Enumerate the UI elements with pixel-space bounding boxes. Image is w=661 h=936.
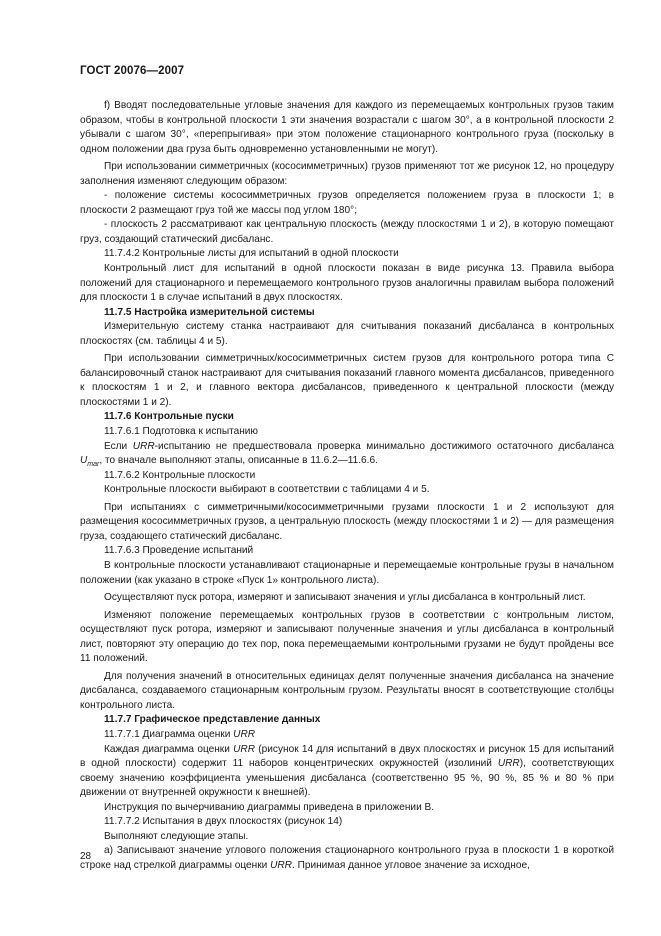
page-number: 28 xyxy=(80,851,92,862)
paragraph: Контрольный лист для испытаний в одной плоскости показан в виде рисунка 13. Правила выбора положений для стационарного и перемещаемого контрольного грузов аналогичны правилам выбора положений для плоскости 1 в случае испытаний в двух плоскостях. xyxy=(80,263,614,304)
subsection-heading: 11.7.6.3 Проведение испытаний xyxy=(104,545,254,557)
paragraph: При использовании симметричных/кососимметричных систем грузов для контрольного ротора типа С балансировочный станок настраивают для считывания показаний главного момента дисбалансов, приведенного к плоскостям 1 и 2, и главного вектора дисбалансов, приведенного к центральной плоскости (между плоскостями 1 и 2). xyxy=(80,353,614,408)
section-heading: 11.7.5 Настройка измерительной системы xyxy=(104,306,315,318)
paragraph: Каждая диаграмма оценки URR (рисунок 14 для испытаний в двух плоскостях и рисунок 15 для испытаний в одной плоскости) содержит 11 наборов концентрических окружностей (изолиний URR), соответствующих своему значению коэффициента уменьшения дисбаланса (соответственно 95 %, 90 %, 85 % и 80 % при движении от внутренней окружности к внешней). xyxy=(80,743,614,799)
paragraph: Осуществляют пуск ротора, измеряют и записывают значения и углы дисбаланса в контрольный лист. xyxy=(104,592,586,604)
paragraph: При использовании симметричных (кососимметричных) грузов применяют тот же рисунок 12, но процедуру заполнения изменяют следующим образом: xyxy=(80,161,614,187)
document-body xyxy=(80,99,614,873)
subsection-heading: 11.7.4.2 Контрольные листы для испытаний в одной плоскости xyxy=(104,248,399,260)
paragraph: Выполняют следующие этапы. xyxy=(104,830,249,842)
subsection-heading: 11.7.7.1 Диаграмма оценки URR xyxy=(104,728,256,740)
paragraph: Изменяют положение перемещаемых контрольных грузов в соответствии с контрольным листом, осуществляют пуск ротора, измеряют и записывают полученные значения и углы дисбаланса в контрольный лист, повторяют эту операцию до тех пор, пока перемещаемыми контрольными грузами не будут пройдены все 11 положений. xyxy=(80,609,614,665)
section-heading: 11.7.6 Контрольные пуски xyxy=(104,411,234,423)
list-item: - положение системы кососимметричных грузов определяется положением груза в плоскости 1; в плоскости 2 размещают груз той же массы под углом 180°; xyxy=(80,190,614,216)
subsection-heading: 11.7.7.2 Испытания в двух плоскостях (рисунок 14) xyxy=(104,816,343,828)
paragraph: Инструкция по вычерчиванию диаграммы приведена в приложении В. xyxy=(104,801,435,813)
subsection-heading: 11.7.6.2 Контрольные плоскости xyxy=(104,469,256,481)
paragraph: Для получения значений в относительных единицах делят полученные значения дисбаланса на значение дисбаланса, создаваемого стационарным контрольным грузом. Результаты вносят в соответствующие столбцы контрольного листа. xyxy=(80,670,614,711)
paragraph: Если URR-испытанию не предшествовала проверка минимально достижимого остаточного дисбаланса $U_{mar}$, то вначале выполняют этапы, описанные в 11.6.2—11.6.6. xyxy=(80,440,615,469)
list-item: - плоскость 2 рассматривают как центральную плоскость (между плоскостями 1 и 2), в которую помещают груз, создающий статический дисбаланс. xyxy=(80,219,614,245)
document-header: ГОСТ 20076—2007 xyxy=(80,65,185,77)
paragraph: Измерительную систему станка настраивают для считывания показаний дисбаланса в контрольных плоскостях (см. таблицы 4 и 5). xyxy=(80,321,614,347)
paragraph: При испытаниях с симметричными/кососимметричными грузами плоскости 1 и 2 используют для размещения кососимметричных грузов, а центральную плоскость (между плоскостями 1 и 2) — для размещения груза, создающего статический дисбаланс. xyxy=(80,501,614,542)
subsection-heading: 11.7.6.1 Подготовка к испытанию xyxy=(104,426,258,438)
list-item: а) Записывают значение углового положения стационарного контрольного груза в плоскости 1 в короткой строке над стрелкой диаграммы оценки URR. Принимая данное угловое значение за исходное, xyxy=(80,845,614,871)
paragraph-f: f) Вводят последовательные угловые значения для каждого из перемещаемых контрольных грузов таким образом, чтобы в контрольной плоскости 1 эти значения возрастали с шагом 30°, а в контрольной плоскости 2 убывали с шагом 30°, «перепрыгивая» при этом положение стационарного контрольного груза (поскольку в одном положении два груза быть одновременно установленными не могут). xyxy=(80,100,614,155)
paragraph: Контрольные плоскости выбирают в соответствии с таблицами 4 и 5. xyxy=(104,484,430,496)
section-heading: 11.7.7 Графическое представление данных xyxy=(104,714,321,726)
paragraph: В контрольные плоскости устанавливают стационарные и перемещаемые контрольные грузы в начальном положении (как указано в строке «Пуск 1» контрольного листа). xyxy=(80,559,614,586)
